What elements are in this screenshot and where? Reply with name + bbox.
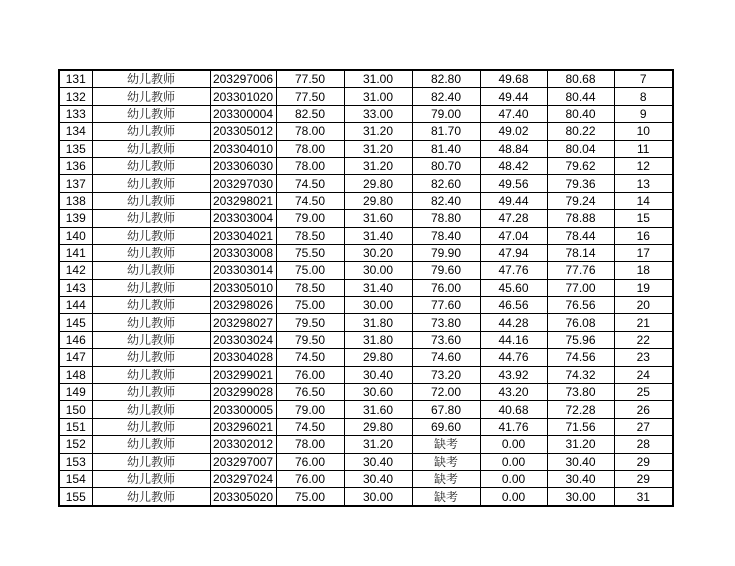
score-table-body: [59, 70, 673, 506]
cell-position: 幼儿教师: [92, 384, 210, 401]
table-row: [59, 349, 673, 366]
cell-score-a: 78.00: [276, 157, 344, 174]
table-row: [59, 314, 673, 331]
cell-rank: 26: [614, 401, 673, 418]
cell-score-b: 76.00: [412, 279, 480, 296]
cell-score-a-weighted: 29.80: [344, 418, 412, 435]
cell-position: 幼儿教师: [92, 227, 210, 244]
cell-rank: 9: [614, 105, 673, 122]
cell-total: 30.00: [547, 488, 614, 506]
cell-score-a: 77.50: [276, 70, 344, 88]
cell-total: 79.24: [547, 192, 614, 209]
cell-rank: 16: [614, 227, 673, 244]
cell-score-a-weighted: 29.80: [344, 192, 412, 209]
cell-total: 74.32: [547, 366, 614, 383]
cell-score-a-weighted: 31.20: [344, 140, 412, 157]
cell-index: 142: [59, 262, 92, 279]
cell-score-a-weighted: 30.40: [344, 366, 412, 383]
cell-exam-id: 203303008: [210, 244, 276, 261]
cell-score-b: 80.70: [412, 157, 480, 174]
cell-score-b-weighted: 43.92: [480, 366, 547, 383]
cell-total: 77.00: [547, 279, 614, 296]
cell-index: 140: [59, 227, 92, 244]
cell-rank: 27: [614, 418, 673, 435]
cell-score-a: 74.50: [276, 418, 344, 435]
cell-score-b-weighted: 47.40: [480, 105, 547, 122]
table-row: [59, 140, 673, 157]
cell-index: 150: [59, 401, 92, 418]
cell-index: 152: [59, 436, 92, 453]
cell-score-b-weighted: 49.44: [480, 192, 547, 209]
cell-total: 77.76: [547, 262, 614, 279]
table-row: [59, 123, 673, 140]
table-row: [59, 262, 673, 279]
cell-score-b-weighted: 44.76: [480, 349, 547, 366]
table-row: [59, 366, 673, 383]
cell-rank: 20: [614, 297, 673, 314]
cell-index: 133: [59, 105, 92, 122]
cell-score-b-weighted: 47.28: [480, 210, 547, 227]
cell-index: 139: [59, 210, 92, 227]
cell-score-a: 75.00: [276, 297, 344, 314]
cell-exam-id: 203297006: [210, 70, 276, 88]
cell-score-a: 76.00: [276, 470, 344, 487]
cell-index: 154: [59, 470, 92, 487]
cell-index: 148: [59, 366, 92, 383]
cell-rank: 19: [614, 279, 673, 296]
cell-total: 80.22: [547, 123, 614, 140]
table-row: [59, 279, 673, 296]
table-row: [59, 418, 673, 435]
cell-total: 76.08: [547, 314, 614, 331]
cell-score-a: 75.00: [276, 488, 344, 506]
table-row: [59, 244, 673, 261]
cell-score-a: 79.50: [276, 331, 344, 348]
cell-total: 75.96: [547, 331, 614, 348]
cell-score-a-weighted: 33.00: [344, 105, 412, 122]
table-row: [59, 331, 673, 348]
cell-score-b: 73.60: [412, 331, 480, 348]
cell-score-a: 75.00: [276, 262, 344, 279]
cell-rank: 12: [614, 157, 673, 174]
cell-score-b: 79.60: [412, 262, 480, 279]
cell-score-b: 81.70: [412, 123, 480, 140]
cell-total: 78.44: [547, 227, 614, 244]
cell-score-b: 82.80: [412, 70, 480, 88]
cell-score-b-weighted: 47.94: [480, 244, 547, 261]
cell-score-b: 78.40: [412, 227, 480, 244]
cell-score-b: 缺考: [412, 453, 480, 470]
cell-exam-id: 203297007: [210, 453, 276, 470]
cell-exam-id: 203306030: [210, 157, 276, 174]
cell-score-b-weighted: 49.02: [480, 123, 547, 140]
cell-score-b: 82.60: [412, 175, 480, 192]
cell-score-a-weighted: 30.00: [344, 262, 412, 279]
cell-score-b: 79.90: [412, 244, 480, 261]
cell-exam-id: 203304021: [210, 227, 276, 244]
cell-index: 145: [59, 314, 92, 331]
cell-score-a: 79.50: [276, 314, 344, 331]
cell-score-a: 76.50: [276, 384, 344, 401]
cell-index: 146: [59, 331, 92, 348]
cell-rank: 13: [614, 175, 673, 192]
cell-score-b-weighted: 44.16: [480, 331, 547, 348]
cell-position: 幼儿教师: [92, 488, 210, 506]
cell-position: 幼儿教师: [92, 262, 210, 279]
cell-exam-id: 203304010: [210, 140, 276, 157]
table-row: [59, 105, 673, 122]
cell-position: 幼儿教师: [92, 140, 210, 157]
cell-index: 155: [59, 488, 92, 506]
cell-exam-id: 203305012: [210, 123, 276, 140]
cell-score-b: 79.00: [412, 105, 480, 122]
cell-score-b-weighted: 49.56: [480, 175, 547, 192]
cell-rank: 29: [614, 470, 673, 487]
cell-exam-id: 203299021: [210, 366, 276, 383]
table-row: [59, 453, 673, 470]
cell-rank: 21: [614, 314, 673, 331]
cell-total: 79.62: [547, 157, 614, 174]
cell-score-b: 73.80: [412, 314, 480, 331]
cell-position: 幼儿教师: [92, 314, 210, 331]
cell-score-b: 69.60: [412, 418, 480, 435]
cell-rank: 8: [614, 88, 673, 105]
cell-score-a: 76.00: [276, 453, 344, 470]
cell-total: 76.56: [547, 297, 614, 314]
table-row: [59, 297, 673, 314]
cell-index: 131: [59, 70, 92, 88]
cell-score-a: 79.00: [276, 210, 344, 227]
cell-score-b-weighted: 49.44: [480, 88, 547, 105]
cell-score-b-weighted: 48.84: [480, 140, 547, 157]
cell-total: 80.68: [547, 70, 614, 88]
table-row: [59, 192, 673, 209]
cell-score-b: 81.40: [412, 140, 480, 157]
cell-rank: 24: [614, 366, 673, 383]
cell-score-b: 67.80: [412, 401, 480, 418]
cell-index: 136: [59, 157, 92, 174]
cell-position: 幼儿教师: [92, 453, 210, 470]
cell-position: 幼儿教师: [92, 297, 210, 314]
cell-score-a-weighted: 31.20: [344, 436, 412, 453]
cell-position: 幼儿教师: [92, 244, 210, 261]
cell-exam-id: 203305020: [210, 488, 276, 506]
cell-position: 幼儿教师: [92, 210, 210, 227]
cell-score-a: 74.50: [276, 192, 344, 209]
cell-exam-id: 203304028: [210, 349, 276, 366]
cell-score-b: 缺考: [412, 488, 480, 506]
cell-exam-id: 203297030: [210, 175, 276, 192]
cell-score-a-weighted: 30.60: [344, 384, 412, 401]
table-row: [59, 70, 673, 88]
cell-score-a-weighted: 31.40: [344, 279, 412, 296]
cell-position: 幼儿教师: [92, 70, 210, 88]
cell-score-b: 缺考: [412, 470, 480, 487]
cell-index: 144: [59, 297, 92, 314]
cell-score-b-weighted: 0.00: [480, 453, 547, 470]
cell-position: 幼儿教师: [92, 123, 210, 140]
cell-total: 80.40: [547, 105, 614, 122]
cell-index: 153: [59, 453, 92, 470]
cell-index: 137: [59, 175, 92, 192]
cell-position: 幼儿教师: [92, 157, 210, 174]
cell-score-b-weighted: 47.04: [480, 227, 547, 244]
table-row: [59, 436, 673, 453]
cell-index: 151: [59, 418, 92, 435]
table-row: [59, 210, 673, 227]
cell-rank: 25: [614, 384, 673, 401]
cell-exam-id: 203303024: [210, 331, 276, 348]
cell-score-a-weighted: 31.40: [344, 227, 412, 244]
table-row: [59, 470, 673, 487]
cell-score-b-weighted: 48.42: [480, 157, 547, 174]
cell-score-b: 78.80: [412, 210, 480, 227]
cell-index: 132: [59, 88, 92, 105]
cell-score-b: 72.00: [412, 384, 480, 401]
cell-rank: 18: [614, 262, 673, 279]
cell-score-a: 75.50: [276, 244, 344, 261]
cell-score-a-weighted: 30.40: [344, 453, 412, 470]
cell-score-a-weighted: 29.80: [344, 175, 412, 192]
cell-score-b: 82.40: [412, 192, 480, 209]
cell-total: 74.56: [547, 349, 614, 366]
cell-rank: 22: [614, 331, 673, 348]
cell-score-b-weighted: 0.00: [480, 470, 547, 487]
cell-score-b-weighted: 47.76: [480, 262, 547, 279]
cell-position: 幼儿教师: [92, 401, 210, 418]
cell-score-a: 79.00: [276, 401, 344, 418]
cell-position: 幼儿教师: [92, 349, 210, 366]
cell-score-a-weighted: 30.00: [344, 488, 412, 506]
cell-exam-id: 203305010: [210, 279, 276, 296]
cell-score-b-weighted: 49.68: [480, 70, 547, 88]
cell-position: 幼儿教师: [92, 105, 210, 122]
cell-score-a-weighted: 31.00: [344, 70, 412, 88]
cell-index: 141: [59, 244, 92, 261]
cell-score-a: 78.00: [276, 123, 344, 140]
cell-score-b: 73.20: [412, 366, 480, 383]
cell-score-a-weighted: 30.20: [344, 244, 412, 261]
cell-score-a: 78.00: [276, 436, 344, 453]
cell-exam-id: 203296021: [210, 418, 276, 435]
cell-total: 78.88: [547, 210, 614, 227]
cell-score-a-weighted: 30.00: [344, 297, 412, 314]
cell-rank: 31: [614, 488, 673, 506]
cell-total: 72.28: [547, 401, 614, 418]
cell-rank: 28: [614, 436, 673, 453]
cell-rank: 14: [614, 192, 673, 209]
cell-position: 幼儿教师: [92, 418, 210, 435]
cell-rank: 17: [614, 244, 673, 261]
cell-position: 幼儿教师: [92, 331, 210, 348]
cell-score-a-weighted: 31.20: [344, 123, 412, 140]
cell-position: 幼儿教师: [92, 366, 210, 383]
cell-score-b-weighted: 41.76: [480, 418, 547, 435]
table-row: [59, 157, 673, 174]
cell-score-b: 74.60: [412, 349, 480, 366]
cell-score-b: 缺考: [412, 436, 480, 453]
cell-index: 134: [59, 123, 92, 140]
cell-score-b-weighted: 45.60: [480, 279, 547, 296]
cell-exam-id: 203303004: [210, 210, 276, 227]
cell-exam-id: 203298027: [210, 314, 276, 331]
cell-score-b-weighted: 44.28: [480, 314, 547, 331]
cell-score-b-weighted: 46.56: [480, 297, 547, 314]
cell-index: 143: [59, 279, 92, 296]
cell-score-b: 82.40: [412, 88, 480, 105]
cell-score-a: 78.50: [276, 227, 344, 244]
cell-total: 80.44: [547, 88, 614, 105]
table-row: [59, 384, 673, 401]
cell-rank: 15: [614, 210, 673, 227]
cell-total: 80.04: [547, 140, 614, 157]
cell-rank: 29: [614, 453, 673, 470]
table-row: [59, 488, 673, 506]
cell-total: 71.56: [547, 418, 614, 435]
cell-score-a: 77.50: [276, 88, 344, 105]
cell-exam-id: 203300005: [210, 401, 276, 418]
cell-position: 幼儿教师: [92, 279, 210, 296]
cell-total: 30.40: [547, 453, 614, 470]
cell-score-a: 82.50: [276, 105, 344, 122]
cell-total: 79.36: [547, 175, 614, 192]
cell-index: 149: [59, 384, 92, 401]
cell-index: 138: [59, 192, 92, 209]
cell-score-a: 74.50: [276, 175, 344, 192]
cell-score-a-weighted: 31.80: [344, 331, 412, 348]
cell-score-a-weighted: 31.60: [344, 210, 412, 227]
score-table: [58, 69, 674, 507]
cell-rank: 10: [614, 123, 673, 140]
cell-rank: 23: [614, 349, 673, 366]
cell-score-a-weighted: 31.20: [344, 157, 412, 174]
table-row: [59, 401, 673, 418]
cell-index: 147: [59, 349, 92, 366]
cell-exam-id: 203299028: [210, 384, 276, 401]
cell-score-b-weighted: 0.00: [480, 488, 547, 506]
cell-score-a-weighted: 31.00: [344, 88, 412, 105]
table-row: [59, 227, 673, 244]
cell-exam-id: 203300004: [210, 105, 276, 122]
cell-exam-id: 203302012: [210, 436, 276, 453]
cell-position: 幼儿教师: [92, 88, 210, 105]
cell-exam-id: 203298021: [210, 192, 276, 209]
cell-total: 30.40: [547, 470, 614, 487]
table-row: [59, 88, 673, 105]
cell-rank: 11: [614, 140, 673, 157]
cell-total: 73.80: [547, 384, 614, 401]
cell-score-a: 74.50: [276, 349, 344, 366]
cell-score-a: 76.00: [276, 366, 344, 383]
cell-score-b-weighted: 0.00: [480, 436, 547, 453]
cell-score-b-weighted: 40.68: [480, 401, 547, 418]
table-row: [59, 175, 673, 192]
cell-score-b: 77.60: [412, 297, 480, 314]
cell-score-a: 78.00: [276, 140, 344, 157]
cell-index: 135: [59, 140, 92, 157]
cell-score-b-weighted: 43.20: [480, 384, 547, 401]
cell-score-a-weighted: 30.40: [344, 470, 412, 487]
cell-exam-id: 203297024: [210, 470, 276, 487]
cell-total: 31.20: [547, 436, 614, 453]
cell-position: 幼儿教师: [92, 436, 210, 453]
cell-score-a-weighted: 31.60: [344, 401, 412, 418]
cell-score-a-weighted: 29.80: [344, 349, 412, 366]
cell-position: 幼儿教师: [92, 192, 210, 209]
cell-exam-id: 203303014: [210, 262, 276, 279]
cell-position: 幼儿教师: [92, 175, 210, 192]
cell-total: 78.14: [547, 244, 614, 261]
cell-exam-id: 203298026: [210, 297, 276, 314]
cell-exam-id: 203301020: [210, 88, 276, 105]
cell-rank: 7: [614, 70, 673, 88]
cell-position: 幼儿教师: [92, 470, 210, 487]
cell-score-a-weighted: 31.80: [344, 314, 412, 331]
cell-score-a: 78.50: [276, 279, 344, 296]
